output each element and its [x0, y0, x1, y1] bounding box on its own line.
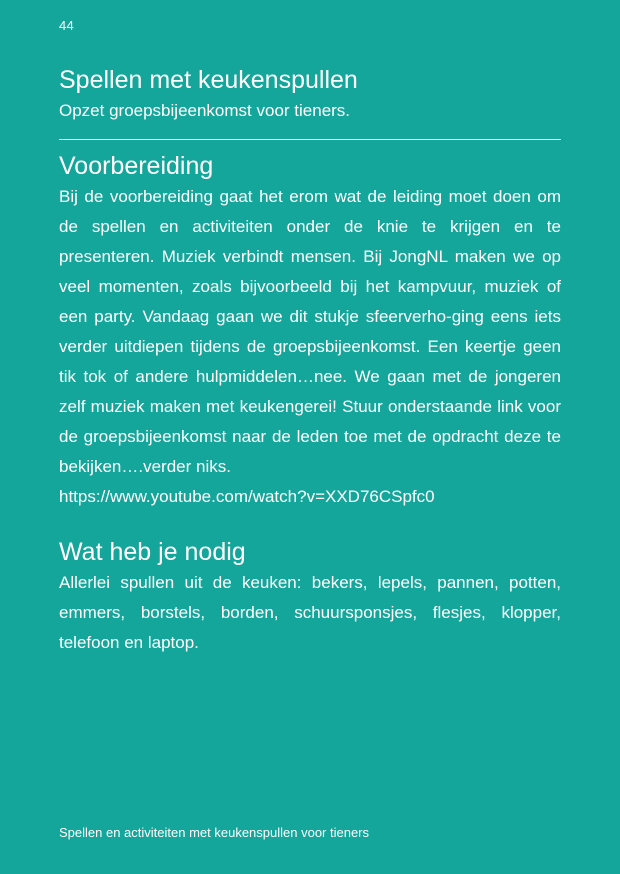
section-body: Allerlei spullen uit de keuken: bekers, lepels, pannen, potten, emmers, borstels, borden, schuursponsjes, flesjes, klopper, telefoon en laptop.: [59, 573, 561, 652]
page-number: 44: [59, 18, 75, 33]
page-content: [59, 64, 561, 658]
page-footer: Spellen en activiteiten met keukenspullen voor tieners: [59, 825, 370, 840]
section-voorbereiding: [59, 150, 561, 512]
section-body: [59, 182, 561, 512]
page-subtitle: Opzet groepsbijeenkomst voor tieners.: [59, 101, 351, 120]
section-heading: Voorbereiding: [59, 152, 214, 180]
youtube-link[interactable]: https://www.youtube.com/watch?v=XXD76CSpfc0: [59, 487, 435, 506]
section-body-text: Bij de voorbereiding gaat het erom wat de leiding moet doen om de spellen en activiteiten onder de knie te krijgen en te presenteren. Muziek verbindt mensen. Bij JongNL maken we op veel momenten, zoals bijvoorbeeld bij het kampvuur, muziek of een party. Vandaag gaan we dit stukje sfeerverho-ging eens iets verder uitdiepen tijdens de groepsbijeenkomst. Een keertje geen tik tok of andere hulpmiddelen…nee. We gaan met de jongeren zelf muziek maken met keukengerei! Stuur onderstaande link voor de groepsbijeenkomst naar de leden toe met de opdracht deze te bekijken….verder niks.: [59, 187, 561, 476]
title-divider: [59, 139, 561, 140]
section-heading: Wat heb je nodig: [59, 538, 246, 566]
section-spacer: [59, 512, 561, 536]
section-wat-heb-je-nodig: [59, 536, 561, 658]
page-title: Spellen met keukenspullen: [59, 66, 358, 94]
